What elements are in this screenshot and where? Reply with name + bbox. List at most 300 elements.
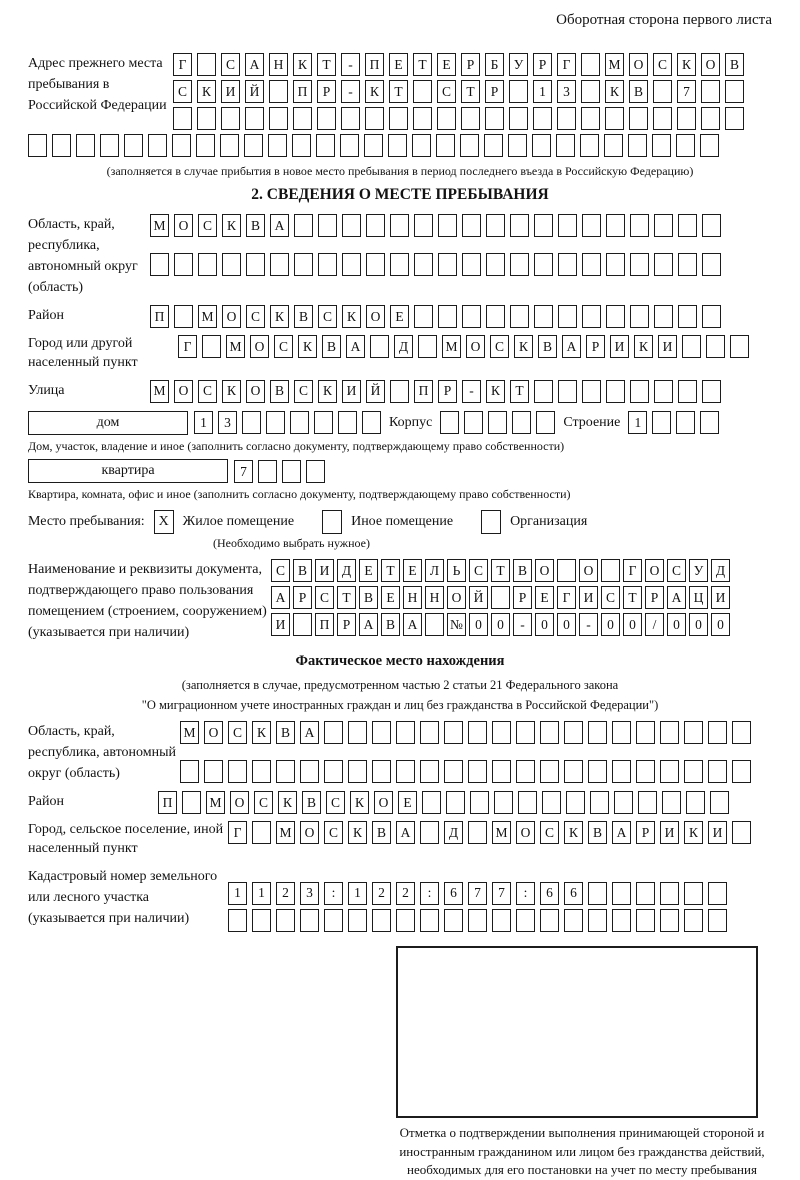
char-box: [732, 721, 751, 744]
char-box: [370, 335, 389, 358]
char-box: [510, 253, 529, 276]
char-box: В: [588, 821, 607, 844]
char-box: [708, 909, 727, 932]
char-box: [677, 107, 696, 130]
char-box: О: [174, 214, 193, 237]
char-box: И: [658, 335, 677, 358]
char-box: Т: [491, 559, 510, 582]
char-row-full-width: [28, 134, 772, 157]
char-box: И: [660, 821, 679, 844]
char-box: 0: [491, 613, 510, 636]
char-box: Е: [389, 53, 408, 76]
char-box: [492, 909, 511, 932]
char-box: [318, 253, 337, 276]
kvartira-note: Квартира, комната, офис и иное (заполнить согласно документу, подтверждающему право собственности): [28, 487, 571, 502]
char-box: В: [538, 335, 557, 358]
apartment-row: [28, 459, 772, 483]
char-box: П: [414, 380, 433, 403]
char-box: [700, 134, 719, 157]
char-box: Г: [173, 53, 192, 76]
char-box: Е: [535, 586, 554, 609]
char-box: Г: [228, 821, 247, 844]
char-box: 1: [348, 882, 367, 905]
char-box: [389, 107, 408, 130]
char-box: [348, 760, 367, 783]
char-box: С: [601, 586, 620, 609]
char-box: 1: [252, 882, 271, 905]
char-box: [540, 909, 559, 932]
char-box: А: [245, 53, 264, 76]
page-subtitle: Оборотная сторона первого листа: [556, 12, 772, 28]
char-box: К: [564, 821, 583, 844]
char-box: [564, 721, 583, 744]
char-box: О: [246, 380, 265, 403]
char-row: [228, 909, 727, 932]
char-box: [148, 134, 167, 157]
checkbox-organizatsiya: [481, 510, 501, 534]
char-box: [485, 107, 504, 130]
char-box: [653, 107, 672, 130]
char-row: [173, 53, 744, 76]
char-box: И: [221, 80, 240, 103]
char-box: В: [270, 380, 289, 403]
char-box: И: [708, 821, 727, 844]
char-box: Т: [623, 586, 642, 609]
char-box: [444, 721, 463, 744]
char-box: К: [252, 721, 271, 744]
char-box: А: [612, 821, 631, 844]
char-box: [293, 613, 312, 636]
char-box: О: [629, 53, 648, 76]
char-box: [444, 760, 463, 783]
char-box: [605, 107, 624, 130]
char-box: К: [197, 80, 216, 103]
char-box: С: [173, 80, 192, 103]
char-box: К: [514, 335, 533, 358]
char-box: [444, 909, 463, 932]
char-box: [173, 107, 192, 130]
char-box: №: [447, 613, 466, 636]
char-box: Р: [485, 80, 504, 103]
char-box: Р: [461, 53, 480, 76]
char-box: [150, 253, 169, 276]
char-box: [484, 134, 503, 157]
char-box: [174, 253, 193, 276]
char-box: -: [462, 380, 481, 403]
char-box: [660, 721, 679, 744]
char-box: Р: [636, 821, 655, 844]
char-box: -: [341, 80, 360, 103]
checkbox-inoe-pomeshchenie: [322, 510, 342, 534]
char-box: [629, 107, 648, 130]
char-box: [580, 134, 599, 157]
char-box: [390, 253, 409, 276]
char-box: [342, 253, 361, 276]
char-box: [542, 791, 561, 814]
char-box: [491, 586, 510, 609]
char-box: В: [513, 559, 532, 582]
char-box: Е: [359, 559, 378, 582]
stamp-area: [396, 946, 758, 1118]
char-box: Н: [425, 586, 444, 609]
place-type-row: [28, 510, 772, 534]
char-box: О: [374, 791, 393, 814]
char-box: [702, 380, 721, 403]
char-box: С: [653, 53, 672, 76]
document-rows: [271, 559, 730, 636]
char-box: В: [372, 821, 391, 844]
char-box: [317, 107, 336, 130]
char-box: [558, 214, 577, 237]
char-box: 1: [228, 882, 247, 905]
char-box: М: [442, 335, 461, 358]
char-box: О: [174, 380, 193, 403]
char-box: [204, 760, 223, 783]
oblast-actual-rows: [180, 721, 751, 783]
prev-address-rows: [173, 53, 744, 130]
char-box: [708, 760, 727, 783]
char-row: [150, 253, 721, 276]
char-box: Й: [245, 80, 264, 103]
char-box: [652, 134, 671, 157]
char-box: [464, 411, 483, 434]
char-box: [413, 80, 432, 103]
char-box: [676, 411, 695, 434]
char-box: П: [158, 791, 177, 814]
char-box: [198, 253, 217, 276]
char-box: В: [629, 80, 648, 103]
char-box: М: [198, 305, 217, 328]
char-box: О: [701, 53, 720, 76]
char-box: [660, 882, 679, 905]
prev-address-note: (заполняется в случае прибытия в новое место пребывания в период последнего въезда в Российскую Федерацию): [106, 164, 694, 178]
char-row: [150, 305, 721, 328]
char-box: С: [274, 335, 293, 358]
char-box: [612, 760, 631, 783]
char-box: [438, 253, 457, 276]
char-box: [462, 253, 481, 276]
char-box: К: [270, 305, 289, 328]
char-box: [414, 305, 433, 328]
char-box: О: [300, 821, 319, 844]
korpus-label: Корпус: [389, 414, 433, 430]
char-box: К: [318, 380, 337, 403]
char-box: [366, 253, 385, 276]
char-box: [702, 305, 721, 328]
char-box: [252, 821, 271, 844]
char-box: [461, 107, 480, 130]
char-box: [660, 909, 679, 932]
char-box: [413, 107, 432, 130]
char-box: [684, 721, 703, 744]
char-box: Р: [438, 380, 457, 403]
char-box: П: [365, 53, 384, 76]
char-box: [630, 253, 649, 276]
char-box: П: [315, 613, 334, 636]
section3-note: [28, 676, 772, 715]
char-box: [282, 460, 301, 483]
char-box: [276, 909, 295, 932]
char-box: [437, 107, 456, 130]
char-box: 0: [601, 613, 620, 636]
house-row: [28, 411, 772, 435]
char-box: [534, 253, 553, 276]
char-box: [438, 305, 457, 328]
char-box: О: [230, 791, 249, 814]
char-box: В: [381, 613, 400, 636]
char-row: [271, 586, 730, 609]
dom-note: Дом, участок, владение и иное (заполнить согласно документу, подтверждающему право собственности): [28, 438, 565, 453]
char-box: [228, 909, 247, 932]
char-box: А: [271, 586, 290, 609]
char-box: 2: [372, 882, 391, 905]
char-box: 1: [533, 80, 552, 103]
char-row: [271, 613, 730, 636]
char-box: [706, 335, 725, 358]
char-box: [372, 909, 391, 932]
char-box: [636, 760, 655, 783]
char-box: [606, 305, 625, 328]
char-box: [462, 305, 481, 328]
char-box: [396, 760, 415, 783]
char-box: А: [667, 586, 686, 609]
char-box: [516, 760, 535, 783]
char-box: [708, 721, 727, 744]
section2-title: 2. СВЕДЕНИЯ О МЕСТЕ ПРЕБЫВАНИЯ: [251, 185, 549, 203]
ulitsa-label: Улица: [28, 382, 65, 398]
char-box: [468, 909, 487, 932]
char-box: М: [150, 214, 169, 237]
char-box: [678, 214, 697, 237]
char-box: Р: [645, 586, 664, 609]
char-box: [266, 411, 285, 434]
char-box: 0: [667, 613, 686, 636]
char-box: :: [324, 882, 343, 905]
char-box: [509, 107, 528, 130]
char-box: [28, 134, 47, 157]
char-box: С: [221, 53, 240, 76]
char-box: О: [447, 586, 466, 609]
char-box: [508, 134, 527, 157]
char-box: К: [222, 380, 241, 403]
char-box: Е: [437, 53, 456, 76]
char-box: [412, 134, 431, 157]
char-box: С: [315, 586, 334, 609]
char-box: С: [228, 721, 247, 744]
char-box: [710, 791, 729, 814]
char-box: [388, 134, 407, 157]
char-box: [588, 721, 607, 744]
char-box: [630, 305, 649, 328]
char-box: 0: [535, 613, 554, 636]
char-box: :: [516, 882, 535, 905]
char-box: [606, 214, 625, 237]
char-box: 3: [218, 411, 237, 434]
char-box: Р: [317, 80, 336, 103]
char-box: [420, 760, 439, 783]
char-box: [362, 411, 381, 434]
place-type-label: Место пребывания:: [28, 514, 145, 530]
char-box: У: [689, 559, 708, 582]
char-box: [636, 721, 655, 744]
char-box: [684, 909, 703, 932]
char-box: [348, 721, 367, 744]
char-row: [180, 760, 751, 783]
option-label-organizatsiya: Организация: [510, 514, 588, 530]
char-box: [290, 411, 309, 434]
char-box: [725, 80, 744, 103]
char-box: Р: [533, 53, 552, 76]
char-box: [556, 134, 575, 157]
char-box: [588, 882, 607, 905]
char-row: [173, 80, 744, 103]
char-box: 2: [396, 882, 415, 905]
char-box: 0: [711, 613, 730, 636]
char-box: Т: [317, 53, 336, 76]
char-box: [564, 760, 583, 783]
char-box: [418, 335, 437, 358]
char-box: [294, 253, 313, 276]
char-box: А: [403, 613, 422, 636]
char-box: [581, 107, 600, 130]
char-box: [510, 305, 529, 328]
char-box: [300, 909, 319, 932]
char-box: [414, 253, 433, 276]
char-box: [582, 305, 601, 328]
field-kadastr: [28, 866, 772, 932]
char-box: С: [326, 791, 345, 814]
char-box: [314, 411, 333, 434]
char-box: [581, 80, 600, 103]
char-box: [440, 411, 459, 434]
char-box: [174, 305, 193, 328]
field-prev-address: [28, 53, 772, 130]
char-box: [446, 791, 465, 814]
char-box: [518, 791, 537, 814]
char-box: -: [341, 53, 360, 76]
char-box: [510, 214, 529, 237]
char-box: [582, 214, 601, 237]
char-box: [534, 305, 553, 328]
char-box: [197, 107, 216, 130]
char-box: К: [278, 791, 297, 814]
char-box: [258, 460, 277, 483]
char-box: [566, 791, 585, 814]
char-box: К: [298, 335, 317, 358]
char-box: [228, 760, 247, 783]
char-box: [202, 335, 221, 358]
char-box: 7: [677, 80, 696, 103]
char-box: С: [198, 380, 217, 403]
char-box: [678, 253, 697, 276]
char-box: [172, 134, 191, 157]
prev-address-label: Адрес прежнего места пребывания в Российской Федерации: [28, 56, 167, 113]
char-box: К: [486, 380, 505, 403]
char-box: [196, 134, 215, 157]
char-box: [582, 380, 601, 403]
char-box: Т: [389, 80, 408, 103]
char-box: [628, 134, 647, 157]
char-box: -: [579, 613, 598, 636]
char-box: Е: [390, 305, 409, 328]
char-box: Г: [557, 53, 576, 76]
char-box: [182, 791, 201, 814]
char-box: К: [222, 214, 241, 237]
char-box: [100, 134, 119, 157]
char-box: Й: [469, 586, 488, 609]
char-box: Д: [444, 821, 463, 844]
char-row: [440, 411, 555, 434]
char-row: [628, 411, 719, 434]
kadastr-rows: [228, 866, 727, 932]
stroenie-label: Строение: [563, 414, 621, 430]
char-box: А: [270, 214, 289, 237]
char-box: [732, 821, 751, 844]
char-box: [300, 760, 319, 783]
char-row: [173, 107, 744, 130]
char-row: [228, 882, 727, 905]
field-gorod-actual: [28, 821, 772, 859]
char-box: Е: [381, 586, 400, 609]
char-box: И: [342, 380, 361, 403]
char-box: Н: [269, 53, 288, 76]
char-box: [468, 721, 487, 744]
char-row: [150, 380, 721, 403]
char-box: М: [150, 380, 169, 403]
char-box: [460, 134, 479, 157]
char-box: [341, 107, 360, 130]
char-box: [222, 253, 241, 276]
char-box: [606, 253, 625, 276]
char-box: К: [342, 305, 361, 328]
char-box: [533, 107, 552, 130]
char-box: [516, 909, 535, 932]
char-box: Р: [293, 586, 312, 609]
char-box: Ц: [689, 586, 708, 609]
char-box: [436, 134, 455, 157]
char-box: [269, 80, 288, 103]
char-box: [662, 791, 681, 814]
char-box: [470, 791, 489, 814]
char-box: [372, 760, 391, 783]
char-box: [242, 411, 261, 434]
char-box: О: [366, 305, 385, 328]
char-box: [180, 760, 199, 783]
char-box: [652, 411, 671, 434]
char-box: [438, 214, 457, 237]
char-box: В: [293, 559, 312, 582]
char-box: [366, 214, 385, 237]
char-box: [306, 460, 325, 483]
char-box: /: [645, 613, 664, 636]
char-box: [654, 380, 673, 403]
char-box: [684, 760, 703, 783]
char-box: [540, 760, 559, 783]
char-box: [318, 214, 337, 237]
char-box: [516, 721, 535, 744]
char-box: 0: [557, 613, 576, 636]
char-box: К: [365, 80, 384, 103]
char-box: -: [513, 613, 532, 636]
char-box: [588, 760, 607, 783]
char-box: У: [509, 53, 528, 76]
char-box: [558, 380, 577, 403]
char-box: О: [222, 305, 241, 328]
char-box: [420, 909, 439, 932]
char-box: И: [711, 586, 730, 609]
char-box: Т: [461, 80, 480, 103]
char-box: [540, 721, 559, 744]
